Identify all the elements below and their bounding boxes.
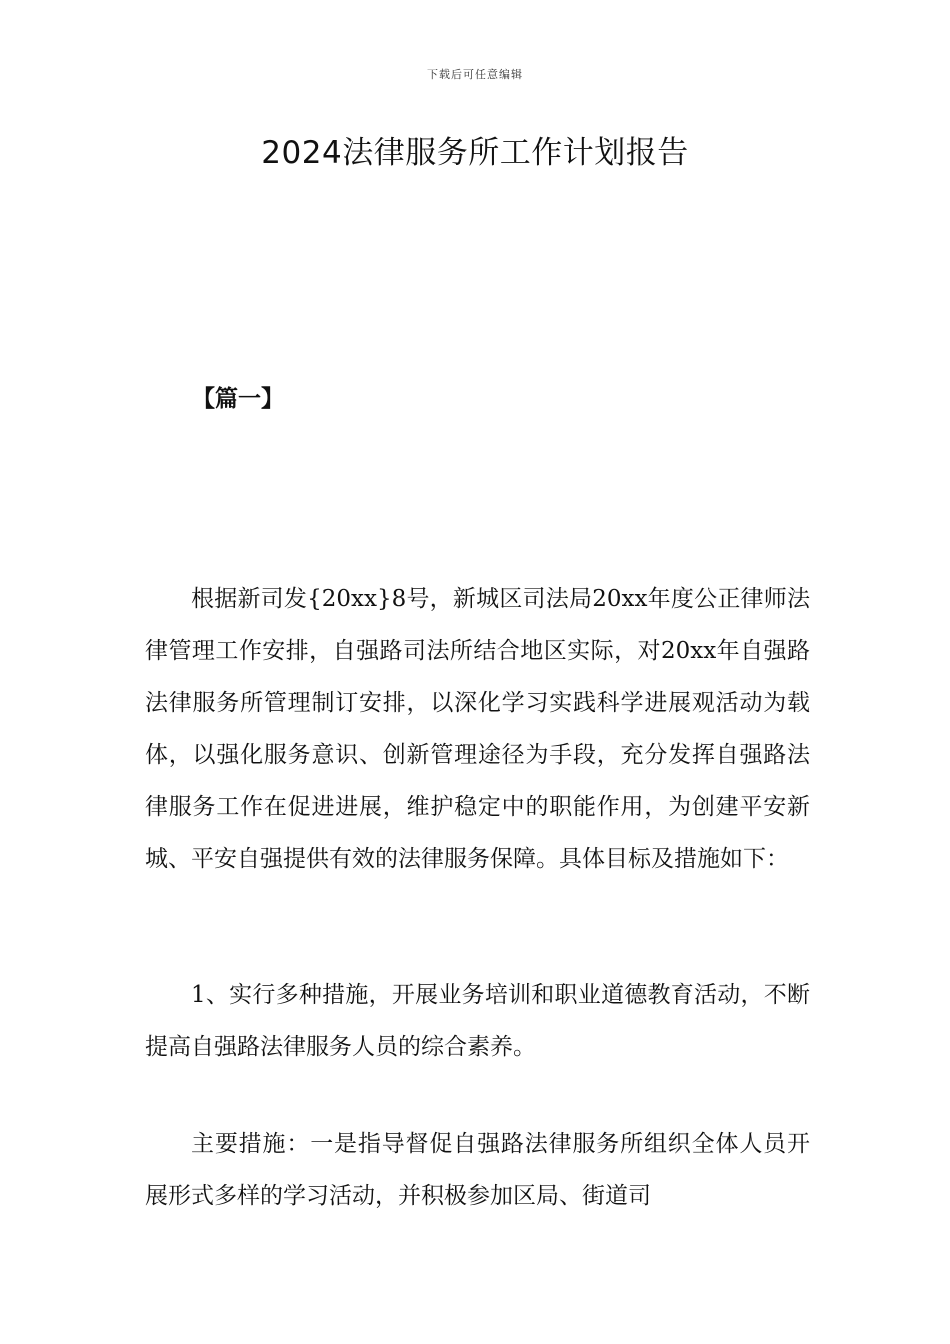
paragraph-measures: 主要措施：一是指导督促自强路法律服务所组织全体人员开展形式多样的学习活动，并积极参加区局、街道司 (145, 1131, 810, 1209)
paragraph-intro: 根据新司发{20xx}8号，新城区司法局20xx年度公正律师法律管理工作安排，自强路司法所结合地区实际，对20xx年自强路法律服务所管理制订安排，以深化学习实践科学进展观活动为载体，以强化服务意识、创新管理途径为手段，充分发挥自强路法律服务工作在促进进展，维护稳定中的职能作用，为创建平安新城、平安自强提供有效的法律服务保障。具体目标及措施如下： (145, 586, 810, 872)
section-label: 【篇一】 (192, 386, 284, 412)
paragraph-item-1: 1、实行多种措施，开展业务培训和职业道德教育活动，不断提高自强路法律服务人员的综合素养。 (145, 982, 810, 1060)
header-note: 下载后可任意编辑 (427, 68, 523, 81)
document-title: 2024法律服务所工作计划报告 (261, 135, 689, 171)
